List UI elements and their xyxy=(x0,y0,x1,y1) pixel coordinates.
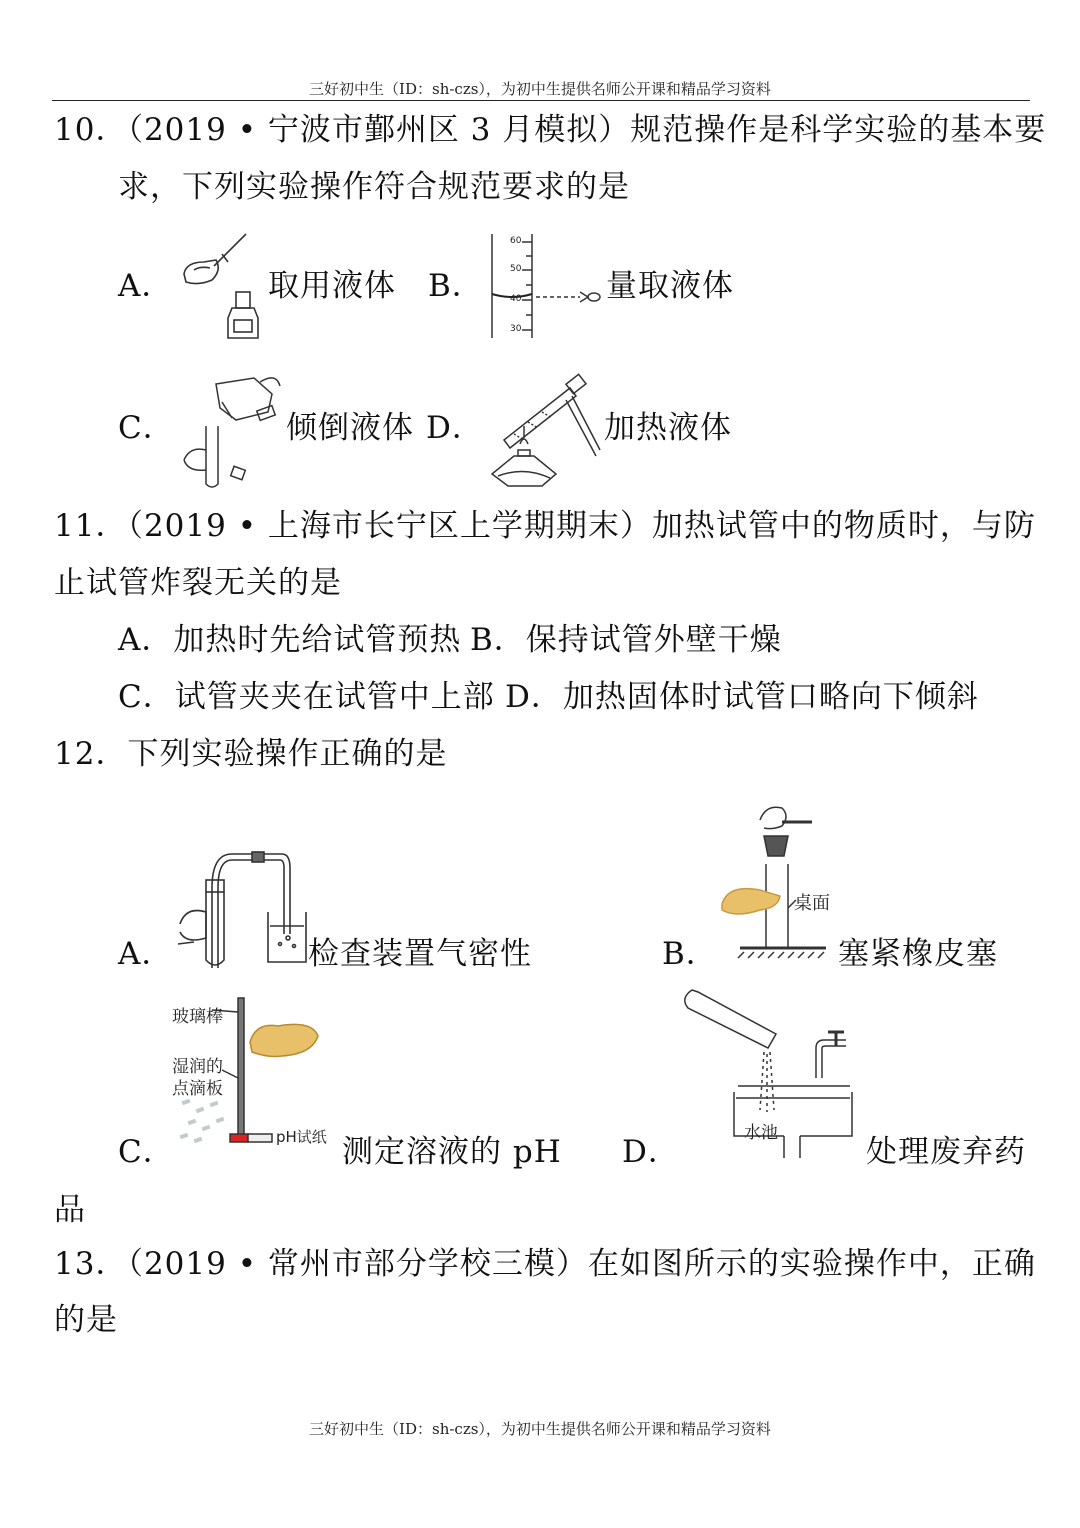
cylinder-tick-60: 60 xyxy=(510,236,522,246)
q12-option-c-text: 测定溶液的 pH xyxy=(342,1134,562,1170)
label-sink: 水池 xyxy=(744,1123,778,1143)
pouring-liquid-figure xyxy=(176,372,284,490)
cylinder-tick-50: 50 xyxy=(510,264,522,274)
q10-option-c-text: 倾倒液体 xyxy=(286,410,414,446)
page-header: 三好初中生（ID：sh-czs），为初中生提供名师公开课和精品学习资料 xyxy=(309,80,771,98)
q13-stem-line2: 的是 xyxy=(54,1302,118,1338)
airtightness-check-figure xyxy=(172,848,312,968)
q13-stem-line1: 13．（2019 • 常州市部分学校三模）在如图所示的实验操作中，正确 xyxy=(54,1246,1036,1282)
q12-stem: 12．下列实验操作正确的是 xyxy=(54,736,448,772)
q10-option-b-letter: B． xyxy=(428,268,484,304)
label-ph-paper: pH试纸 xyxy=(276,1128,327,1146)
q10-option-a-text: 取用液体 xyxy=(268,268,396,304)
q10-stem-line1: 10．（2019 • 宁波市鄞州区 3 月模拟）规范操作是科学实验的基本要 xyxy=(54,112,1047,148)
measuring-cylinder-figure xyxy=(488,230,608,342)
q11-stem-line1: 11．（2019 • 上海市长宁区上学期期末）加热试管中的物质时，与防 xyxy=(54,508,1036,544)
q12-option-c-letter: C． xyxy=(118,1134,175,1170)
q11-option-a: A．加热时先给试管预热 xyxy=(118,622,462,658)
q11-stem-line2: 止试管炸裂无关的是 xyxy=(54,565,342,601)
stopper-insertion-figure xyxy=(716,800,836,960)
heating-liquid-figure xyxy=(484,370,600,490)
q10-option-d-letter: D． xyxy=(426,410,484,446)
q11-option-b: B．保持试管外壁干燥 xyxy=(470,622,782,658)
q12-option-b-text: 塞紧橡皮塞 xyxy=(838,936,998,972)
q11-option-d: D．加热固体时试管口略向下倾斜 xyxy=(505,679,979,715)
q12-option-d-letter: D． xyxy=(622,1134,680,1170)
q12-option-b-letter: B． xyxy=(662,936,718,972)
label-glass-rod: 玻璃棒 xyxy=(172,1007,223,1027)
header-rule xyxy=(52,100,1030,101)
q11-option-c: C．试管夹夹在试管中上部 xyxy=(118,679,495,715)
dropper-bottle-figure xyxy=(176,232,266,342)
label-wet-plate-line2: 点滴板 xyxy=(172,1079,223,1099)
q10-option-c-letter: C． xyxy=(118,410,175,446)
q10-option-a-letter: A． xyxy=(118,268,174,304)
q12-option-d-text: 处理废弃药 xyxy=(866,1134,1026,1170)
q10-option-d-text: 加热液体 xyxy=(604,410,732,446)
label-desk: 桌面 xyxy=(794,893,830,914)
q10-stem-line2: 求，下列实验操作符合规范要求的是 xyxy=(118,169,630,205)
q10-option-b-text: 量取液体 xyxy=(606,268,734,304)
q12-option-a-text: 检查装置气密性 xyxy=(308,936,532,972)
q12-option-d-wrap: 品 xyxy=(54,1192,86,1228)
label-wet-plate-line1: 湿润的 xyxy=(172,1057,223,1077)
page-footer: 三好初中生（ID：sh-czs），为初中生提供名师公开课和精品学习资料 xyxy=(309,1420,771,1438)
cylinder-tick-40: 40 xyxy=(510,294,522,304)
cylinder-tick-30: 30 xyxy=(510,324,522,334)
q12-option-a-letter: A． xyxy=(118,936,174,972)
